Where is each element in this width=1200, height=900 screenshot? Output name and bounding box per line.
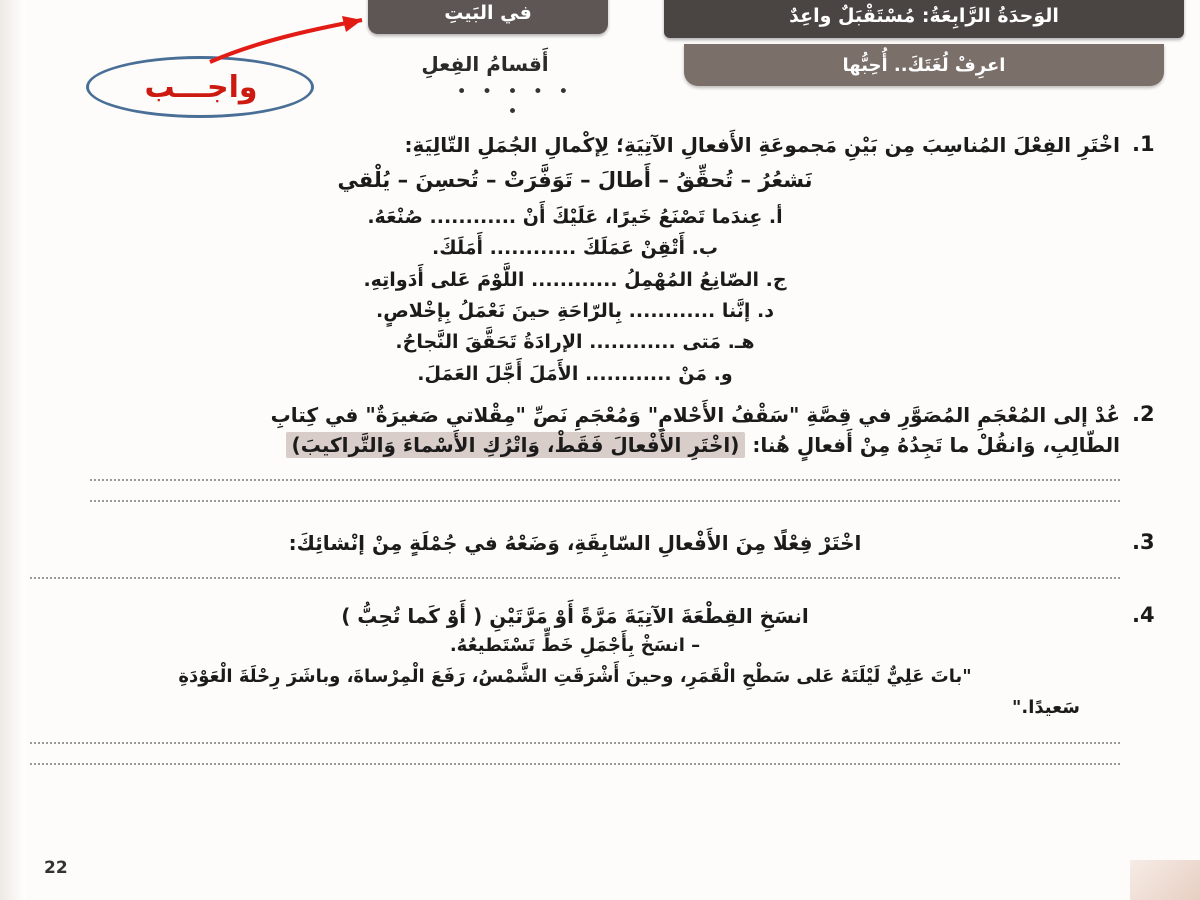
list-item: ج. الصّانِعُ المُهْمِلُ ............ اللَّوْمَ عَلى أَدَواتِهِ. [363, 268, 787, 291]
question-4-text: انسَخِ القِطْعَةَ الآتِيَةَ مَرَّةً أَوْ مَرَّتَيْنِ ( أَوْ كَما تُحِبُّ ) [341, 604, 809, 629]
subtitle-tab [684, 44, 1164, 86]
question-2 [30, 400, 1160, 502]
subtitle-tab-label: اعرِفْ لُغَتَكَ.. أُحِبُّها [842, 54, 1006, 76]
list-item: ب. أَتْقِنْ عَمَلَكَ ............ أَمَلَكَ. [432, 237, 718, 260]
question-2-number: 2. [1132, 402, 1155, 427]
question-1-verbs: نَشعُرُ – تُحقِّقُ – أَطالَ – تَوَفَّرَتْ – تُحسِنَ – يُلْقي [337, 168, 813, 192]
list-item: هـ. مَتى ............ الإرادَةُ تَحَقَّقَ النَّجاحُ. [395, 331, 755, 354]
answer-line[interactable] [30, 762, 1120, 765]
list-item: د. إنَّنا ............ بِالرّاحَةِ حينَ نَعْمَلُ بِإخْلاصٍ. [375, 300, 775, 323]
list-item: أ. عِندَما تَصْنَعُ خَيرًا، عَلَيْكَ أَنْ ............ صُنْعَهُ. [367, 206, 783, 228]
question-2-text-line2 [30, 430, 1120, 460]
worksheet-content [0, 130, 1200, 771]
unit-tab [664, 0, 1184, 38]
answer-line[interactable] [30, 741, 1120, 744]
question-3-number: 3. [1132, 530, 1155, 555]
page-corner-decoration [1130, 860, 1200, 900]
question-1-number: 1. [1132, 132, 1155, 156]
question-1 [30, 130, 1160, 390]
section-title: أَقسامُ الفِعلِ [421, 52, 549, 76]
question-2-highlight: (اخْتَرِ الأَفْعالَ فَقَطْ، وَاتْرُكِ الأَسْماءَ وَالتَّراكيبَ) [286, 432, 746, 458]
answer-line[interactable] [30, 576, 1120, 579]
page-number: 22 [44, 858, 68, 878]
unit-tab-label: الوَحدَةُ الرَّابِعَةُ: مُسْتَقْبَلٌ واعِدٌ [789, 5, 1059, 27]
question-3-text: اخْتَرْ فِعْلًا مِنَ الأَفْعالِ السّابِقَةِ، وَضَعْهُ في جُمْلَةٍ مِنْ إنْشائِكَ: [288, 531, 862, 556]
question-1-text: اخْتَرِ الفِعْلَ المُناسِبَ مِن بَيْنِ مَجموعَةِ الأَفعالِ الآتِيَةِ؛ لِإكْمالِ الجُمَلِ التّالِيَةِ: [404, 133, 1120, 157]
question-4-number: 4. [1132, 603, 1155, 628]
question-3 [30, 528, 1160, 579]
list-item: و. مَنْ ............ الأَمَلَ أَجَّلَ العَمَلَ. [417, 362, 733, 385]
question-4 [30, 601, 1160, 765]
question-1-items [30, 202, 1120, 390]
question-2-text-line1: عُدْ إلى المُعْجَمِ المُصَوَّرِ في قِصَّةِ "سَقْفُ الأَحْلامِ" وَمُعْجَمِ نَصِّ "مِقْلاتي صَغيرَةٌ" في كِتابِ [270, 403, 1120, 428]
question-4-passage-tail: سَعيدًا." [1012, 696, 1080, 718]
question-4-note: – انسَخْ بِأَجْمَلِ خَطٍّ تَسْتَطيعُهُ. [449, 635, 701, 657]
section-dots: • • • • • • [456, 82, 574, 122]
annotation-text: واجـــب [144, 69, 258, 105]
question-4-passage [30, 662, 1120, 723]
answer-line[interactable] [90, 478, 1120, 481]
question-2-text-line2-prefix: الطّالِبِ، وَانقُلْ ما تَجِدُهُ مِنْ أَفعالٍ هُنا: [752, 433, 1120, 458]
question-4-passage-main: "باتَ عَلِيٌّ لَيْلَتَهُ عَلى سَطْحِ الْقَمَرِ، وحينَ أَشْرَقَتِ الشَّمْسُ، رَفَعَ الْمِرْساةَ، وباشَرَ رِحْلَةَ الْعَوْدَةِ [178, 666, 972, 688]
home-tab-label: في البَيتِ [444, 2, 532, 24]
home-tab [368, 0, 608, 34]
answer-line[interactable] [90, 499, 1120, 502]
